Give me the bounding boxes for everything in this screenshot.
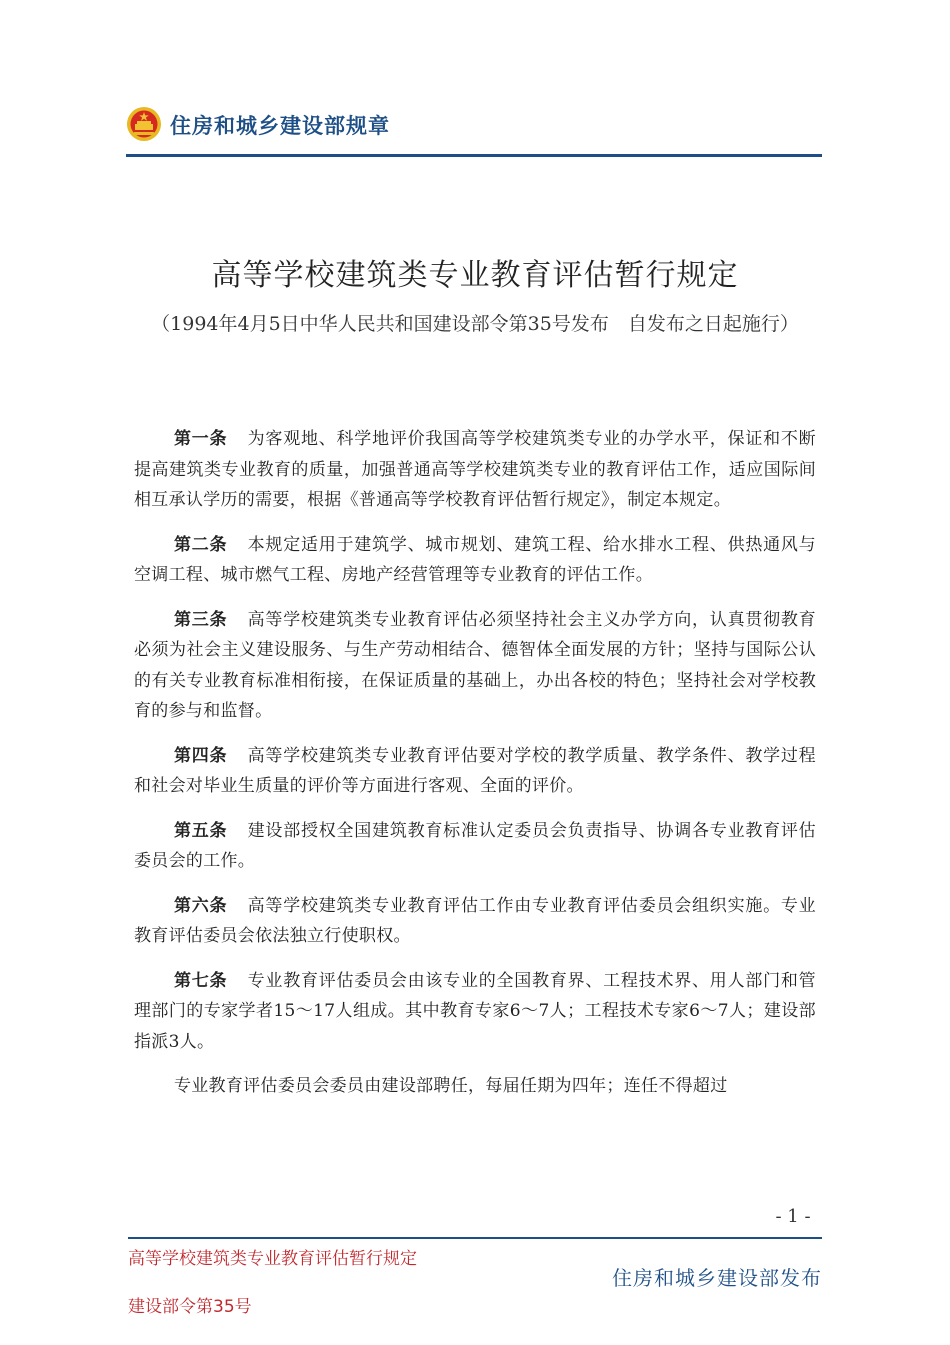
article-text: 专业教育评估委员会由该专业的全国教育界、工程技术界、用人部门和管理部门的专家学者15～17人组成。其中教育专家6～7人；工程技术专家6～7人；建设部指派3人。	[134, 970, 816, 1052]
article-paragraph	[134, 424, 816, 516]
national-emblem-icon	[126, 106, 162, 142]
article-text: 建设部授权全国建筑教育标准认定委员会负责指导、协调各专业教育评估委员会的工作。	[134, 820, 816, 871]
document-body	[134, 424, 816, 1116]
article-number: 第六条	[173, 895, 228, 916]
footer-decree-number: 建设部令第35号	[128, 1297, 252, 1317]
article-number: 第七条	[173, 970, 228, 991]
article-paragraph	[134, 816, 816, 877]
article-paragraph	[134, 530, 816, 591]
article-number: 第五条	[173, 820, 228, 841]
article-paragraph	[134, 741, 816, 802]
article-text: 高等学校建筑类专业教育评估工作由专业教育评估委员会组织实施。专业教育评估委员会依法独立行使职权。	[134, 895, 816, 946]
article-number: 第一条	[173, 429, 228, 449]
footer-document-name: 高等学校建筑类专业教育评估暂行规定	[128, 1249, 417, 1269]
article-paragraph	[134, 966, 816, 1058]
article-paragraph	[134, 605, 816, 727]
article-number: 第四条	[173, 745, 228, 766]
article-text: 本规定适用于建筑学、城市规划、建筑工程、给水排水工程、供热通风与空调工程、城市燃气工程、房地产经营管理等专业教育的评估工作。	[134, 534, 816, 585]
article-text: 高等学校建筑类专业教育评估必须坚持社会主义办学方向，认真贯彻教育必须为社会主义建设服务、与生产劳动相结合、德智体全面发展的方针；坚持与国际公认的有关专业教育标准相衔接，在保证质量的基础上，办出各校的特色；坚持社会对学校教育的参与和监督。	[134, 609, 816, 721]
page-number: - 1 -	[775, 1206, 811, 1227]
article-number: 第三条	[173, 609, 228, 630]
article-text: 为客观地、科学地评价我国高等学校建筑类专业的办学水平，保证和不断提高建筑类专业教育的质量，加强普通高等学校建筑类专业的教育评估工作，适应国际间相互承认学历的需要，根据《普通高等学校教育评估暂行规定》，制定本规定。	[134, 429, 816, 510]
footer-divider	[128, 1237, 822, 1239]
page-header	[126, 100, 822, 158]
article-number: 第二条	[173, 534, 228, 555]
header-divider	[126, 154, 822, 157]
continuation-paragraph	[134, 1071, 816, 1102]
document-subtitle: （1994年4月5日中华人民共和国建设部令第35号发布 自发布之日起施行）	[151, 313, 799, 335]
article-text: 专业教育评估委员会委员由建设部聘任，每届任期为四年；连任不得超过	[173, 1076, 728, 1096]
article-text: 高等学校建筑类专业教育评估要对学校的教学质量、教学条件、教学过程和社会对毕业生质量的评价等方面进行客观、全面的评价。	[134, 745, 816, 796]
footer-publisher: 住房和城乡建设部发布	[612, 1266, 822, 1290]
document-title: 高等学校建筑类专业教育评估暂行规定	[211, 258, 739, 293]
article-paragraph	[134, 891, 816, 952]
header-title: 住房和城乡建设部规章	[170, 114, 390, 138]
